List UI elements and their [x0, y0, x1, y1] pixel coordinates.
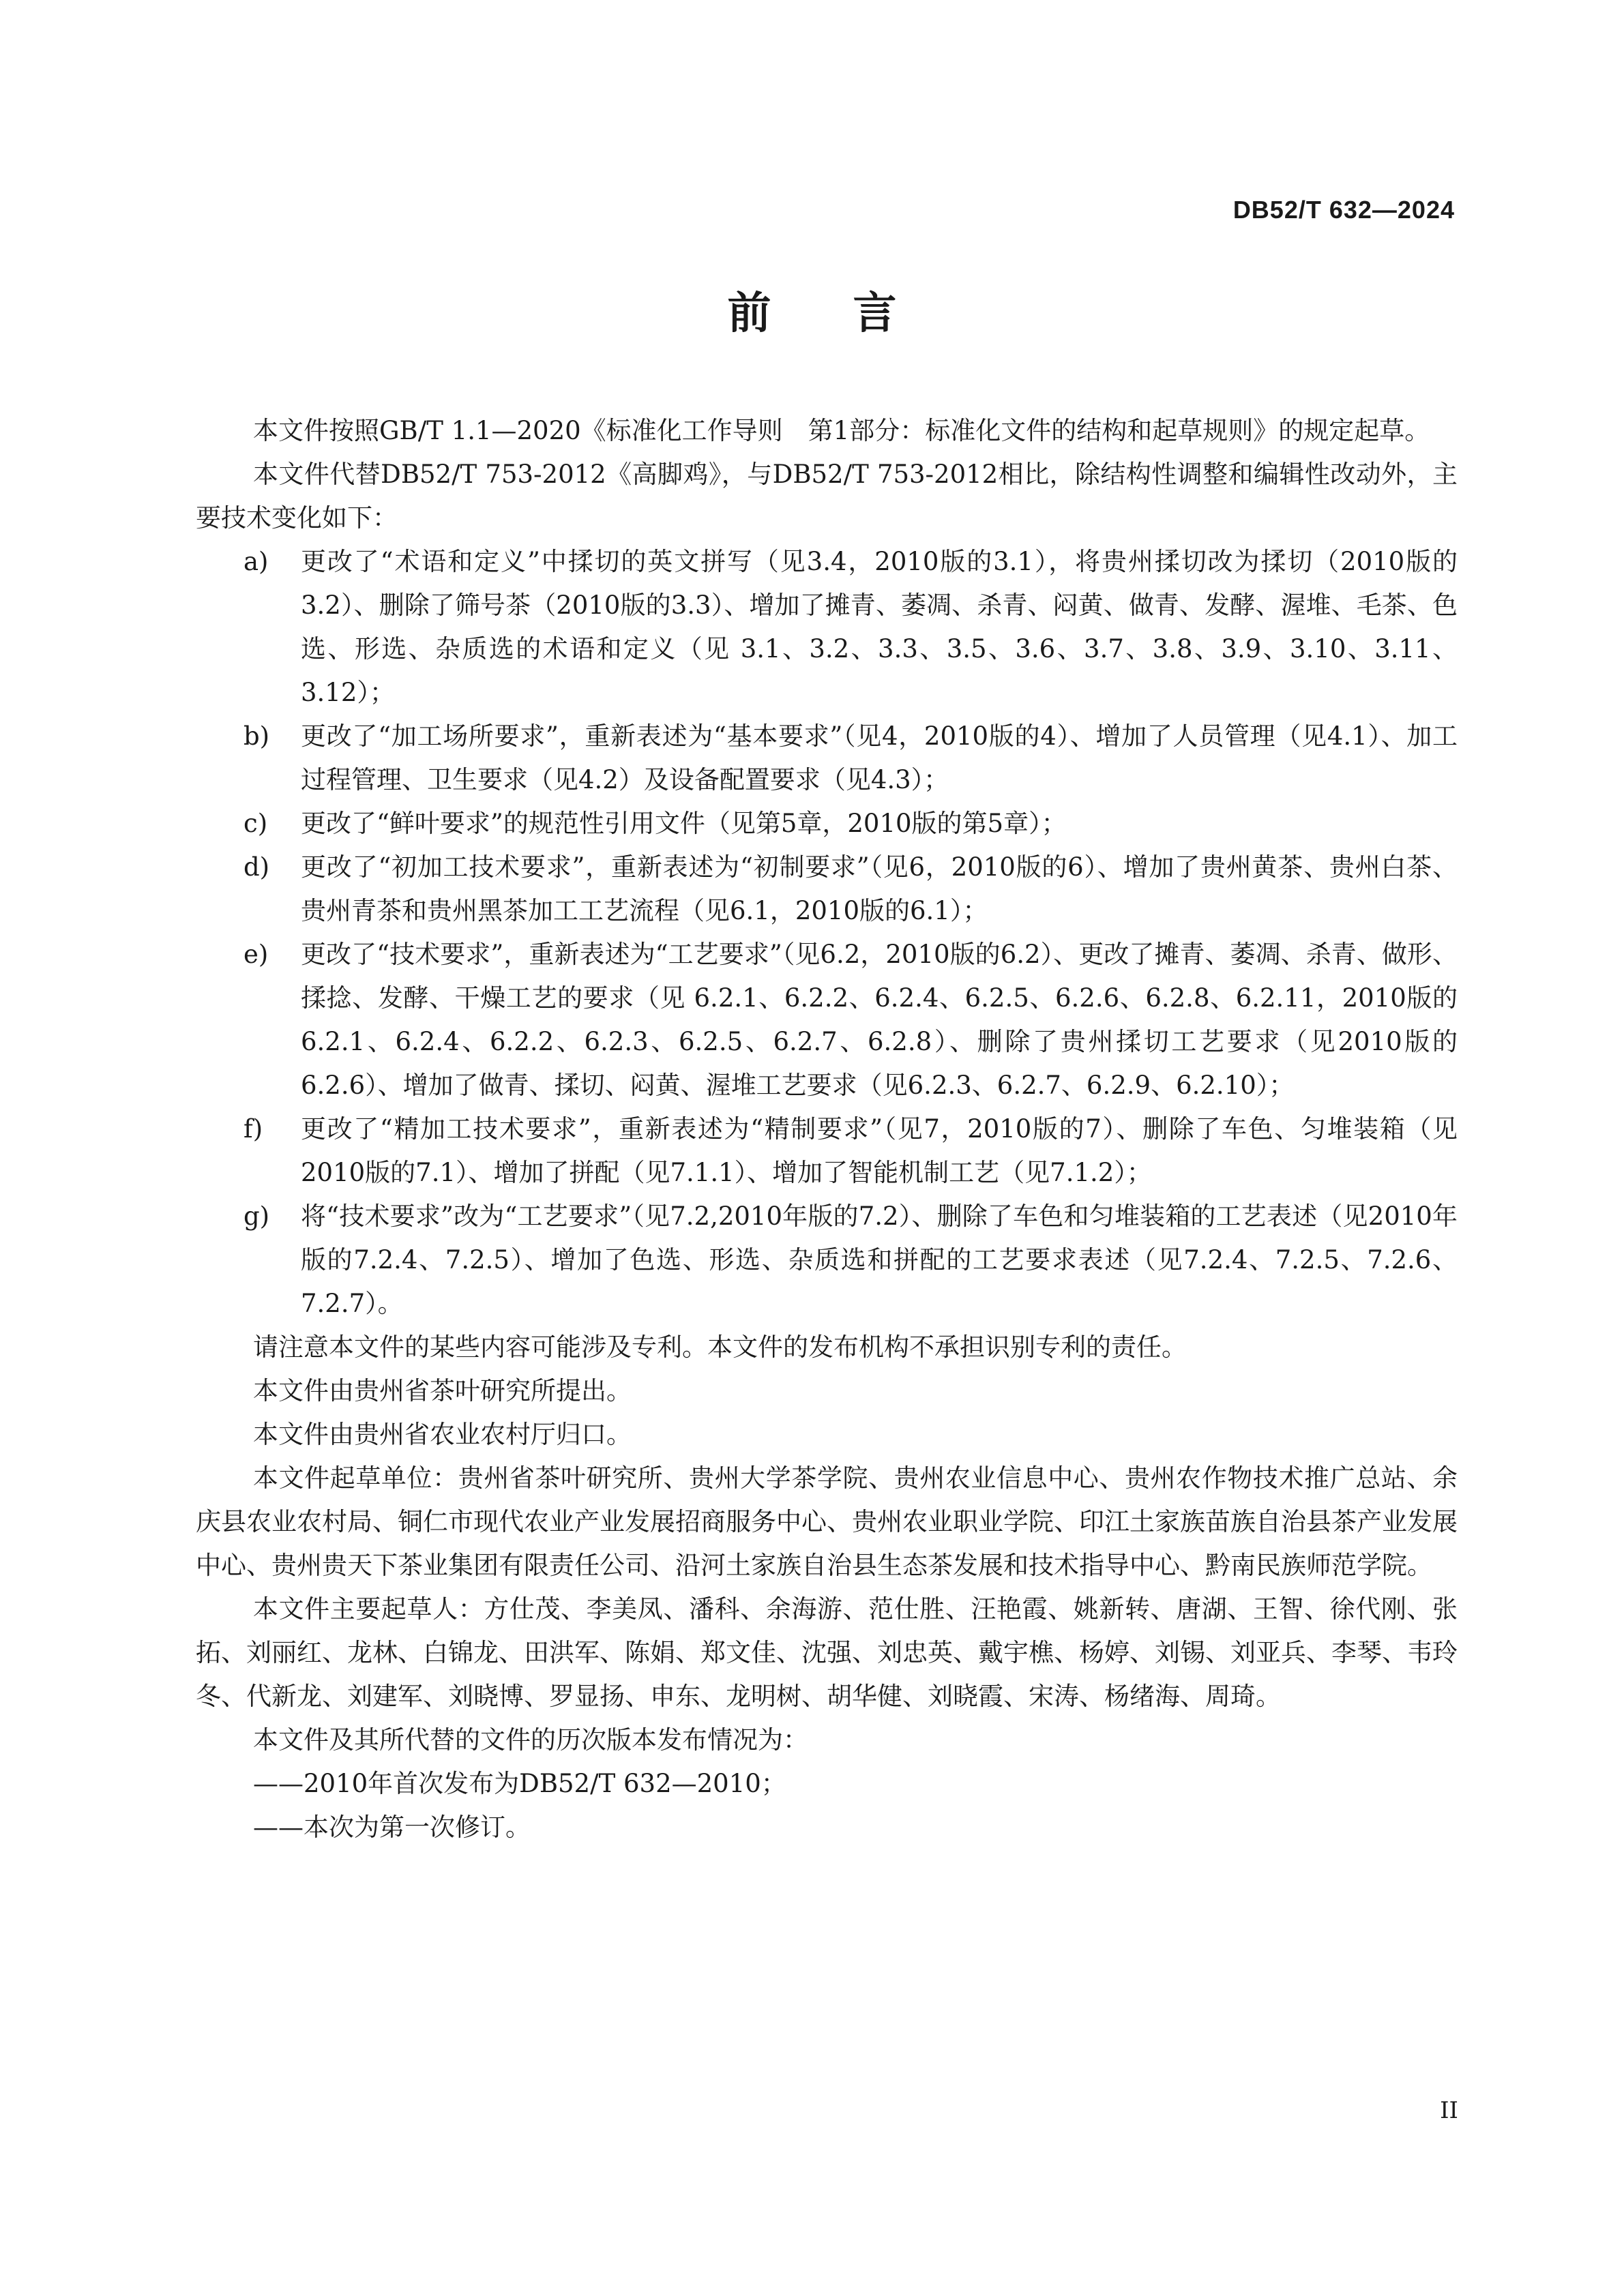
page-title: 前言 [727, 288, 979, 339]
list-item [196, 715, 1458, 802]
paragraph-drafting-units: 本文件起草单位：贵州省茶叶研究所、贵州大学茶学院、贵州农业信息中心、贵州农作物技术推广总站、余庆县农业农村局、铜仁市现代农业产业发展招商服务中心、贵州农业职业学院、印江土家族苗族自治县茶产业发展中心、贵州贵天下茶业集团有限责任公司、沿河土家族自治县生态茶发展和技术指导中心、黔南民族师范学院。 [196, 1463, 1458, 1580]
paragraph-replacement: 本文件代替DB52/T 753-2012《高脚鸡》，与DB52/T 753-2012相比，除结构性调整和编辑性改动外，主要技术变化如下： [196, 460, 1458, 533]
paragraph-administrator: 本文件由贵州省农业农村厅归口。 [253, 1420, 632, 1449]
list-item [196, 933, 1458, 1107]
paragraph-basis: 本文件按照GB/T 1.1—2020《标准化工作导则 第1部分：标准化文件的结构和起草规则》的规定起草。 [253, 416, 1430, 445]
page-number: II [1440, 2097, 1458, 2124]
list-item [196, 1107, 1458, 1195]
list-marker: c) [243, 809, 268, 838]
list-marker: b) [243, 721, 270, 751]
list-marker: g) [243, 1202, 270, 1231]
list-item-text: 更改了“鲜叶要求”的规范性引用文件（见第5章，2010版的第5章）； [301, 809, 1067, 838]
list-item [196, 1195, 1458, 1326]
paragraph-patent-notice: 请注意本文件的某些内容可能涉及专利。本文件的发布机构不承担识别专利的责任。 [253, 1332, 1187, 1362]
foreword-body [196, 409, 1458, 1849]
history-line: ——2010年首次发布为DB52/T 632—2010； [253, 1769, 786, 1798]
list-item [196, 846, 1458, 933]
list-item-text: 更改了“初加工技术要求”，重新表述为“初制要求”（见6，2010版的6）、增加了贵州黄茶、贵州白茶、贵州青茶和贵州黑茶加工工艺流程（见6.1，2010版的6.1）； [301, 852, 1458, 925]
list-item [196, 802, 1458, 846]
document-number: DB52/T 632—2024 [1232, 196, 1455, 224]
paragraph-proposer: 本文件由贵州省茶叶研究所提出。 [253, 1376, 632, 1405]
list-item [196, 540, 1458, 715]
list-marker: d) [243, 852, 270, 882]
list-marker: f) [243, 1114, 263, 1144]
list-item-text: 将“技术要求”改为“工艺要求”（见7.2,2010年版的7.2）、删除了车色和匀堆装箱的工艺表述（见2010年版的7.2.4、7.2.5）、增加了色选、形选、杂质选和拼配的工艺要求表述（见7.2.4、7.2.5、7.2.6、7.2.7）。 [301, 1202, 1458, 1318]
list-item-text: 更改了“精加工技术要求”，重新表述为“精制要求”（见7，2010版的7）、删除了车色、匀堆装箱（见2010版的7.1）、增加了拼配（见7.1.1）、增加了智能机制工艺（见7.1.2）； [301, 1114, 1458, 1187]
list-item-text: 更改了“术语和定义”中揉切的英文拼写（见3.4，2010版的3.1），将贵州揉切改为揉切（2010版的3.2）、删除了筛号茶（2010版的3.3）、增加了摊青、萎凋、杀青、闷黄、做青、发酵、渥堆、毛茶、色选、形选、杂质选的术语和定义（见 3.1、3.2、3.3、3.5、3.6、3.7、3.8、3.9、3.10、3.11、3.12）； [301, 547, 1458, 707]
paragraph-history-intro: 本文件及其所代替的文件的历次版本发布情况为： [253, 1725, 808, 1755]
list-marker: e) [243, 940, 269, 969]
list-marker: a) [243, 547, 269, 576]
list-item-text: 更改了“加工场所要求”，重新表述为“基本要求”（见4，2010版的4）、增加了人员管理（见4.1）、加工过程管理、卫生要求（见4.2）及设备配置要求（见4.3）； [301, 721, 1458, 794]
history-line: ——本次为第一次修订。 [253, 1813, 531, 1842]
paragraph-drafters: 本文件主要起草人：方仕茂、李美凤、潘科、余海游、范仕胜、汪艳霞、姚新转、唐湖、王智、徐代刚、张拓、刘丽红、龙林、白锦龙、田洪军、陈娟、郑文佳、沈强、刘忠英、戴宇樵、杨婷、刘锡、刘亚兵、李琴、韦玲冬、代新龙、刘建军、刘晓博、罗显扬、申东、龙明树、胡华健、刘晓霞、宋涛、杨绪海、周琦。 [196, 1594, 1458, 1711]
change-list [196, 540, 1458, 1326]
list-item-text: 更改了“技术要求”，重新表述为“工艺要求”（见6.2，2010版的6.2）、更改了摊青、萎凋、杀青、做形、揉捻、发酵、干燥工艺的要求（见 6.2.1、6.2.2、6.2.4、6.2.5、6.2.6、6.2.8、6.2.11，2010版的6.2.1、6.2.4、6.2.2、6.2.3、6.2.5、6.2.7、6.2.8）、删除了贵州揉切工艺要求（见2010版的6.2.6）、增加了做青、揉切、闷黄、渥堆工艺要求（见6.2.3、6.2.7、6.2.9、6.2.10）； [301, 940, 1458, 1100]
